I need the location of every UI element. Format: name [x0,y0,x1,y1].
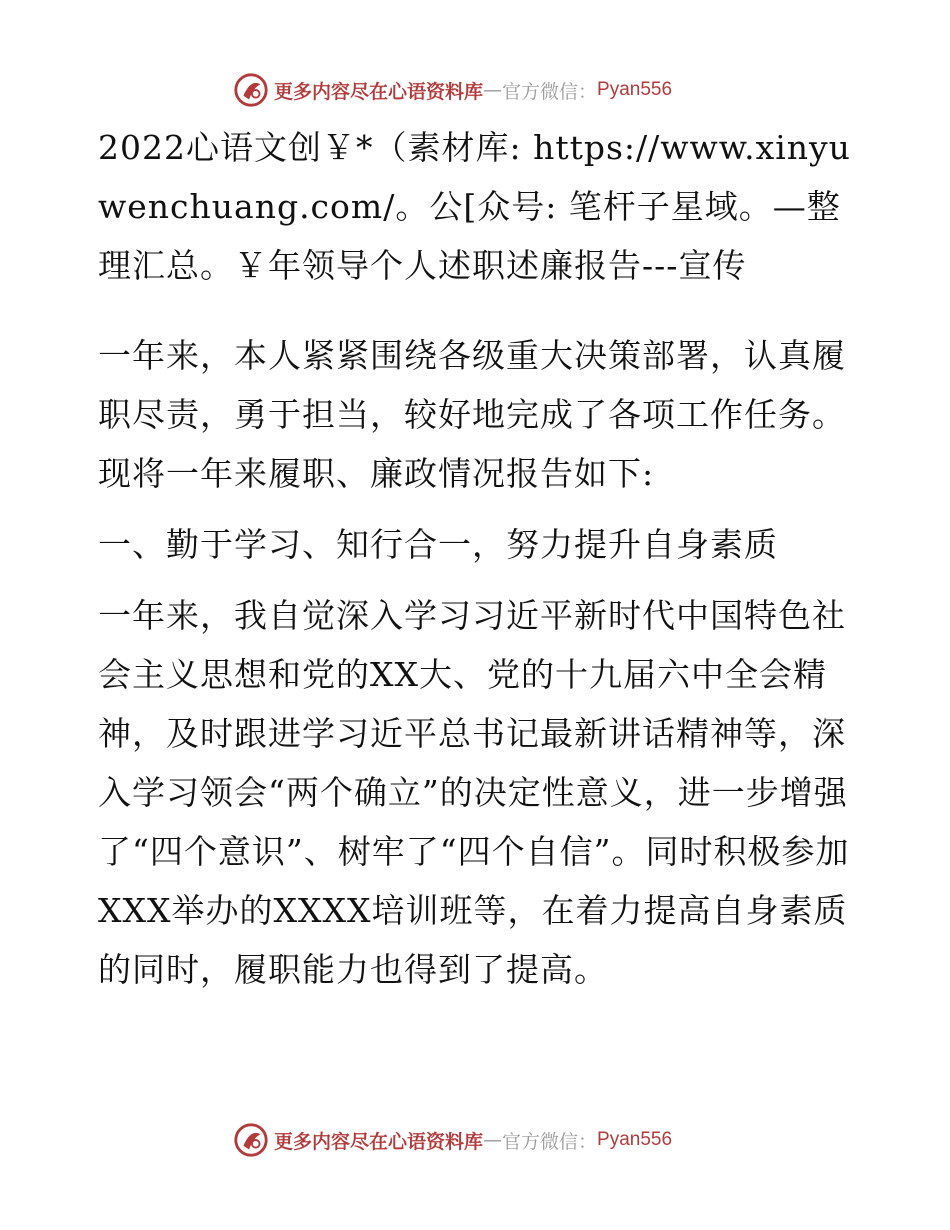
banner-official-label: 官方微信： [502,1130,598,1153]
header-watermark-banner [232,70,672,110]
banner-site-text: 更多内容尽在心语资料库 [274,80,484,103]
document-title: 2022心语文创￥*（素材库: https://www.xinyuwenchuang.com/。公[众号: 笔杆子星域。—整理汇总。￥年领导个人述职述廉报告---宣传 [98,128,851,285]
banner-official-label: 官方微信： [502,80,598,103]
document-body [98,118,858,1011]
brand-logo-icon [232,1121,270,1159]
banner-separator: — [483,79,503,101]
banner-wechat-handle: Pyan556 [597,79,673,100]
footer-watermark-banner [232,1120,672,1160]
banner-site-text: 更多内容尽在心语资料库 [274,1130,484,1153]
section-body-paragraph: 一年来，我自觉深入学习习近平新时代中国特色社会主义思想和党的XX大、党的十九届六中全会精神，及时跟进学习近平总书记最新讲话精神等，深入学习领会“两个确立”的决定性意义，进一步增强了“四个意识”、树牢了“四个自信”。同时积极参加XXX举办的XXXX培训班等，在着力提高自身素质的同时，履职能力也得到了提高。 [98,596,850,989]
banner-wechat-handle: Pyan556 [597,1129,673,1150]
brand-logo-icon [232,71,270,109]
section-heading: 一、勤于学习、知行合一，努力提升自身素质 [98,525,778,564]
intro-paragraph: 一年来，本人紧紧围绕各级重大决策部署，认真履职尽责，勇于担当，较好地完成了各项工作任务。现将一年来履职、廉政情况报告如下: [98,336,846,493]
banner-separator: — [483,1129,503,1151]
